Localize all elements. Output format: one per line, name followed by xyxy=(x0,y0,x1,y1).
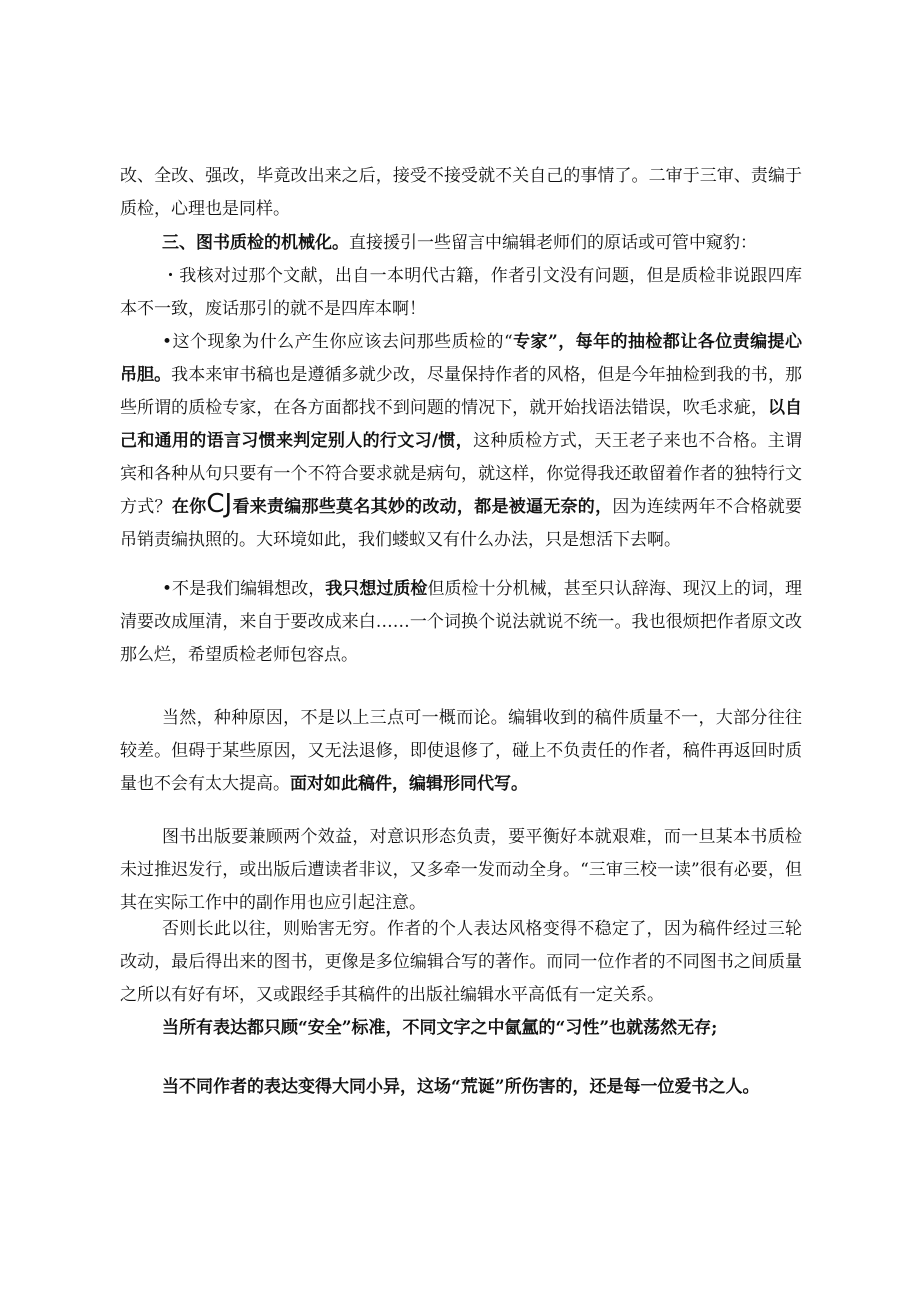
quote-2-bold-2: 以自己和通用的语言习惯来判定别人的行文习/惯， xyxy=(120,398,803,451)
quote-2-bold-3: 在你 xyxy=(171,497,207,517)
quote-2-bold-4: 看来责编那些莫名其妙的改动，都是被逼无奈的， xyxy=(232,497,613,517)
quote-3-bold: 我只想过质检 xyxy=(325,579,428,599)
quote-2-bold-1: 专家”，每年的抽检都让各位责编提心吊胆。 xyxy=(120,332,802,385)
closing-line-2: 当不同作者的表达变得大同小异，这场“荒诞”所伤害的，还是每一位爱书之人。 xyxy=(162,1077,760,1097)
quote-2-large-glyphs: CJ xyxy=(206,489,233,519)
draft-quality-bold: 面对如此稿件，编辑形同代写。 xyxy=(290,774,528,794)
section-intro-text: 直接援引一些留言中编辑老师们的原话或可管中窥豹： xyxy=(349,233,757,253)
quote-2-part-2: 我本来审书稿也是遵循多就少改，尽量保持作者的风格，但是今年抽检到我的书，那些所谓的质检专家，在各方面都找不到问题的情况下，就开始找语法错误，吹毛求疵， xyxy=(120,365,803,418)
paragraph-continuation: 改、全改、强改，毕竟改出来之后，接受不接受就不关自己的事情了。二审于三审、责编于质检，心理也是同样。 xyxy=(120,166,802,219)
closing-line-1: 当所有表达都只顾“安全”标准，不同文字之中氤氲的“习性”也就荡然无存; xyxy=(162,1018,718,1038)
quote-2-part-1: •这个现象为什么产生你应该去问那些质检的“ xyxy=(162,332,513,352)
paragraph-draft-quality xyxy=(120,702,802,801)
quote-3-part-1: •不是我们编辑想改， xyxy=(162,579,326,599)
paragraph-section-three xyxy=(120,227,802,260)
quote-2-part-3: 这种质检方式，天王老子来也不合格。主谓宾和各种从句只要有一个不符合要求就是病句，就这样，你觉得我还敢留着作者的独特行文方式？ xyxy=(120,431,802,517)
section-heading: 三、图书质检的机械化。 xyxy=(162,233,349,253)
quote-item-1: ・我核对过那个文献，出自一本明代古籍，作者引文没有问题，但是质检非说跟四库本不一致，废话那引的就不是四库本啊！ xyxy=(120,266,802,319)
draft-quality-text: 当然，种种原因，不是以上三点可一概而论。编辑收到的稿件质量不一，大部分往往较差。但碍于某些原因，又无法退修，即使退修了，碰上不负责任的作者，稿件再返回时质量也不会有太大提高。 xyxy=(120,708,802,794)
quote-3-part-2: 但质检十分机械，甚至只认辞海、现汉上的词，理清要改成厘清，来自于要改成来白……一个词换个说法就说不统一。我也很烦把作者原文改那么烂，希望质检老师包容点。 xyxy=(120,579,803,665)
quote-2-part-4: 因为连续两年不合格就要吊销责编执照的。大环境如此，我们蝼蚁又有什么办法，只是想活下去啊。 xyxy=(120,497,803,550)
paragraph-long-term-harm: 否则长此以往，则贻害无穷。作者的个人表达风格变得不稳定了，因为稿件经过三轮改动，最后得出来的图书，更像是多位编辑合写的著作。而同一位作者的不同图书之间质量之所以有好有坏，又或跟经手其稿件的出版社编辑水平高低有一定关系。 xyxy=(120,919,802,1005)
quote-item-2 xyxy=(120,326,802,557)
paragraph-two-benefits: 图书出版要兼顾两个效益，对意识形态负责，要平衡好本就艰难，而一旦某本书质检未过推迟发行，或出版后遭读者非议，又多牵一发而动全身。“三审三校一读”很有必要，但其在实际工作中的副作用也应引起注意。 xyxy=(120,827,802,913)
quote-item-3 xyxy=(120,573,802,672)
